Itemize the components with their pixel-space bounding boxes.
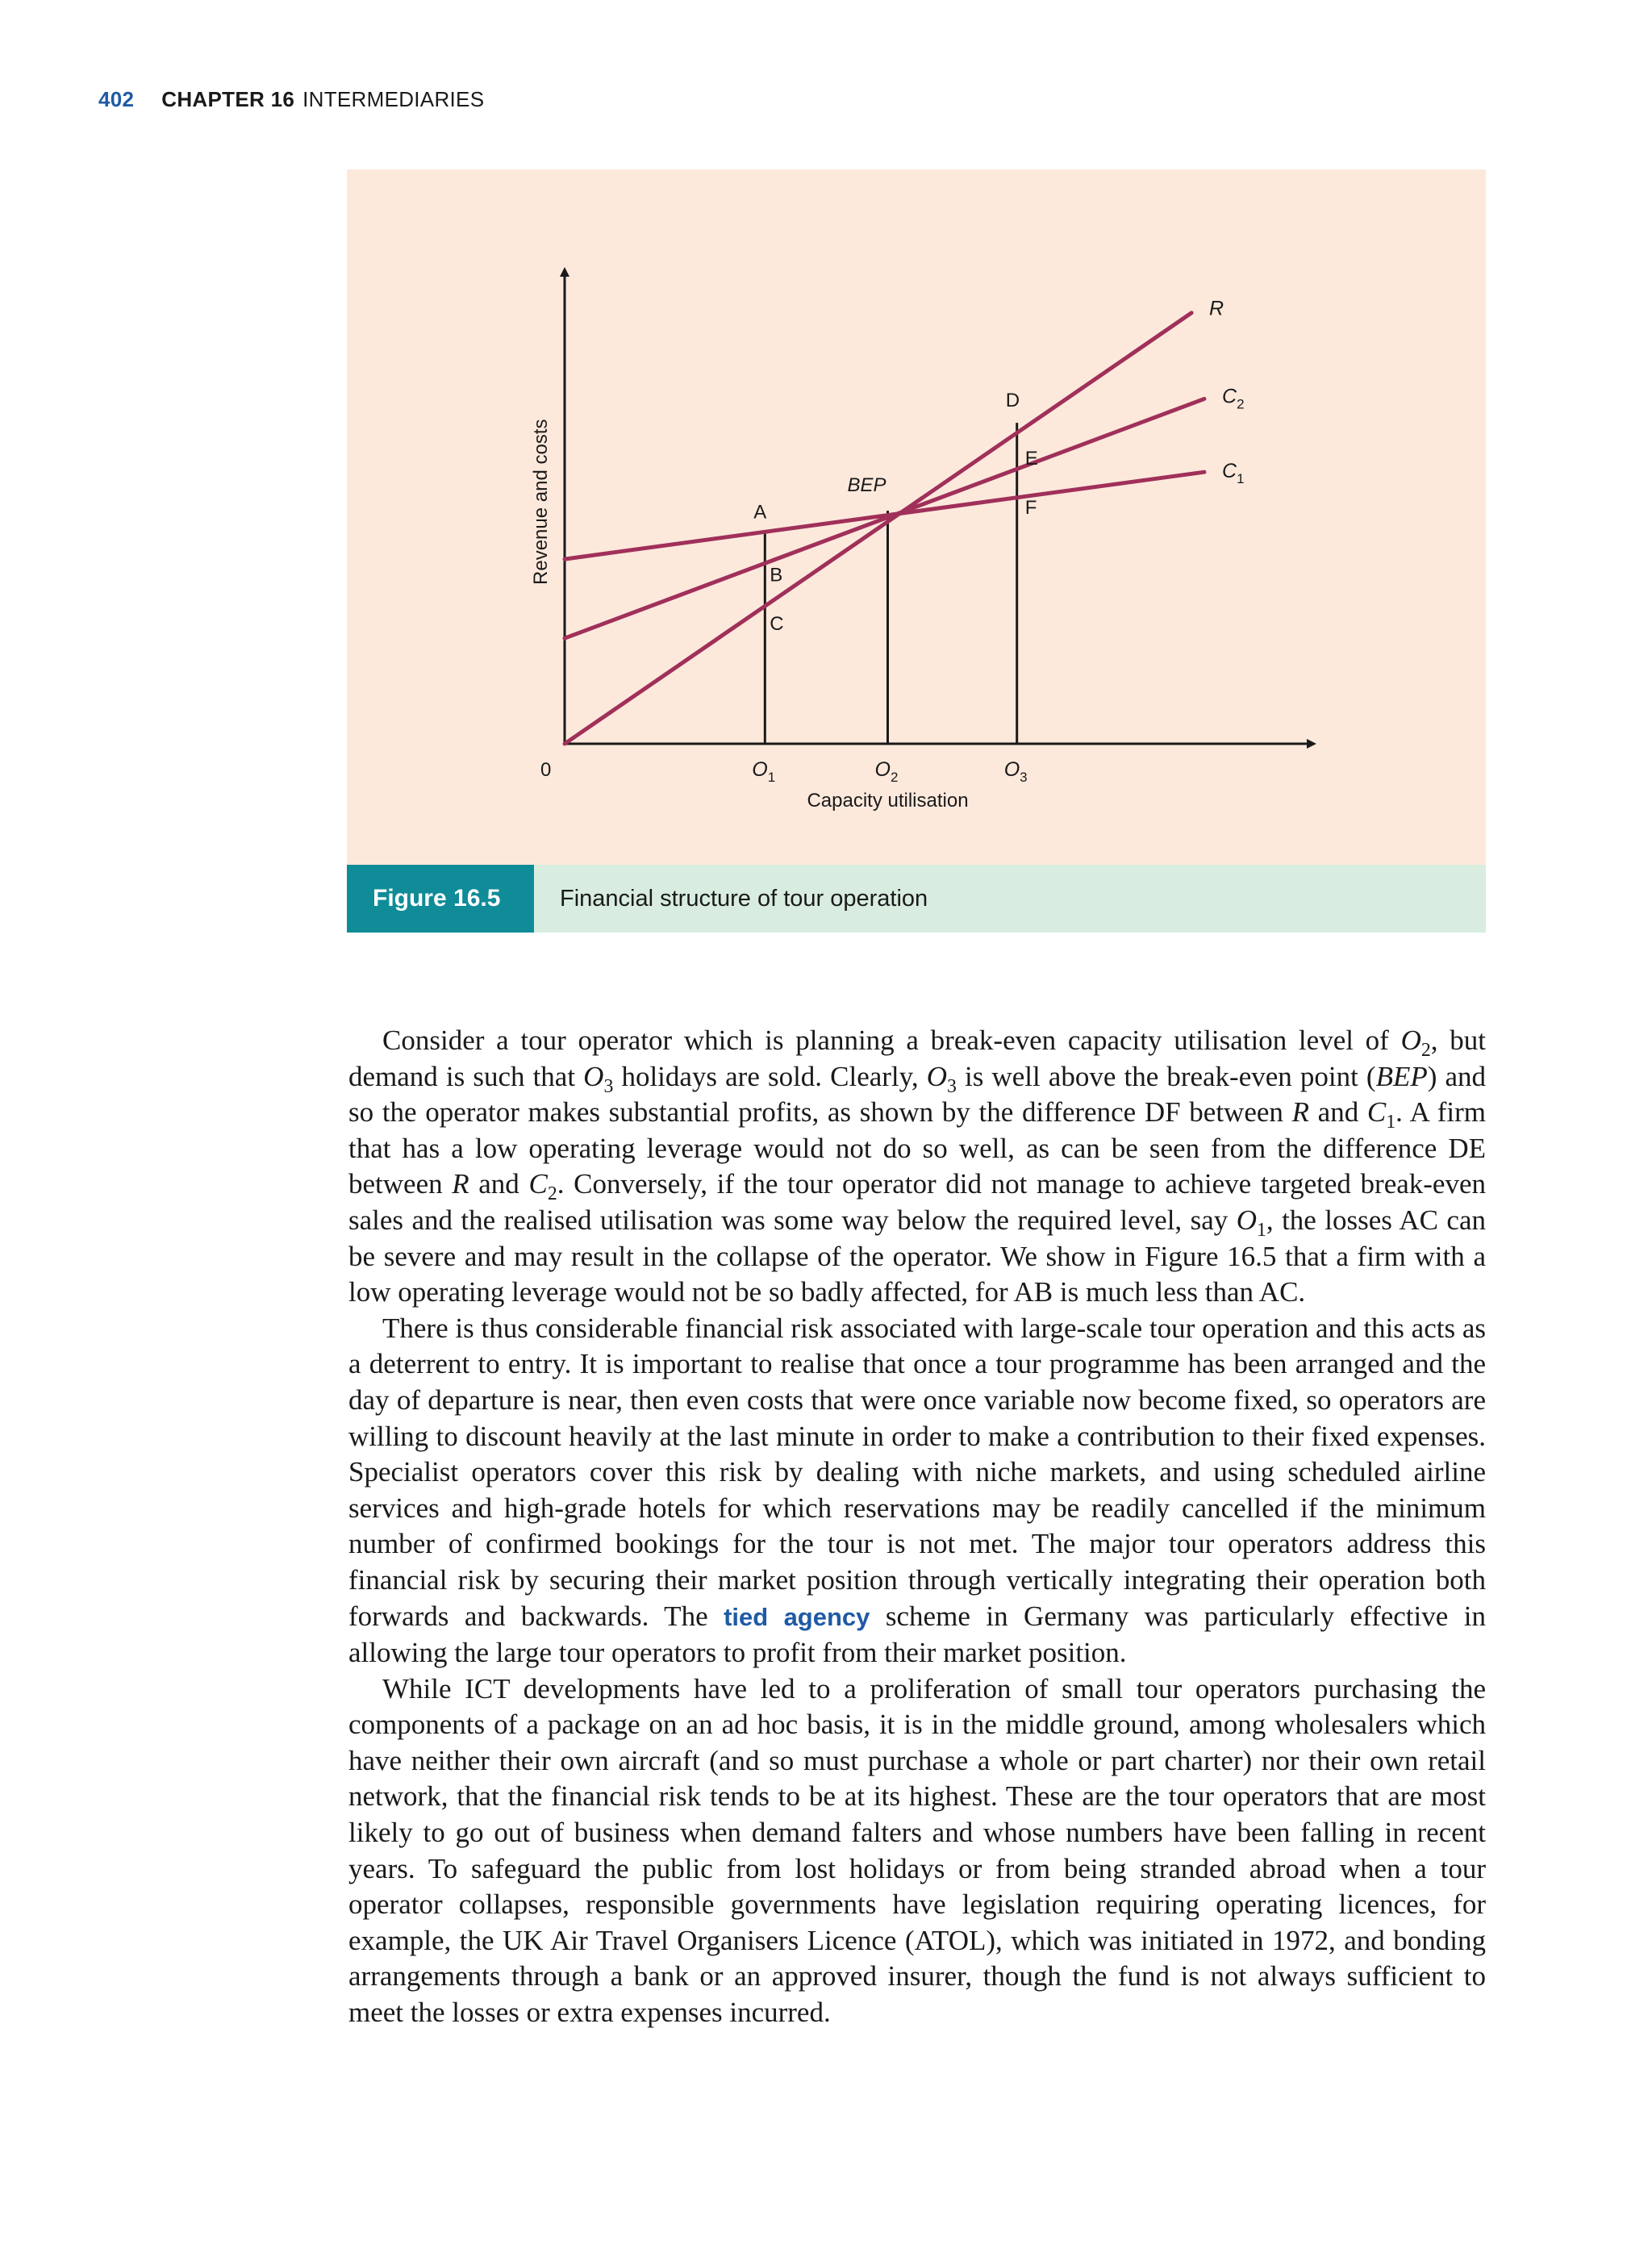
x-tick-o3: $O_3$ xyxy=(1003,758,1028,785)
point-label-c: C xyxy=(770,613,784,636)
figure-background xyxy=(347,169,1486,865)
paragraph: While ICT developments have led to a proliferation of small tour operators purchasing the components of a package on an ad hoc basis, it is in the middle ground, among wholesalers which have neither their own aircraft (and so must purchase a whole or part charter) nor their own retail network, that the financial risk tends to be at its highest. These are the tour operators that are most likely to go out of business when demand falters and whose numbers have been falling in recent years. To safeguard the public from lost holidays or from being stranded abroad when a tour operator collapses, responsible governments have legislation requiring operating licences, for example, the UK Air Travel Organisers Licence (ATOL), which was initiated in 1972, and bonding arrangements through a bank or an approved insurer, though the fund is not always sufficient to meet the losses or extra expenses incurred. xyxy=(348,1672,1486,2029)
x-tick-o2: $O_2$ xyxy=(874,758,899,785)
paragraph: Consider a tour operator which is planning a break-even capacity utilisation level of $O_2$, but demand is such that $O_3$ holidays are sold. Clearly, $O_3$ is well above the break-even point (BEP) and so the operator makes substantial profits, as shown by the difference DF between R and $C_1$. A firm that has a low operating leverage would not do so well, as can be seen from the difference DE between R and $C_2$. Conversely, if the tour operator did not manage to achieve targeted break-even sales and the realised utilisation was some way below the required level, say $O_1$, the losses AC can be severe and may result in the collapse of the operator. We show in Figure 16.5 that a firm with a low operating leverage would not be so badly affected, for AB is much less than AC. xyxy=(348,1024,1486,1308)
break-even-chart xyxy=(347,169,1486,865)
line-label-r: R xyxy=(1208,297,1224,320)
chapter-title: INTERMEDIARIES xyxy=(302,87,485,111)
point-label-d: D xyxy=(1005,390,1020,412)
line-label-c2: $C_2$ xyxy=(1222,385,1245,412)
figure xyxy=(347,169,1486,933)
point-label-a: A xyxy=(753,501,767,524)
x-tick-o1: $O_1$ xyxy=(752,758,776,785)
paragraph: There is thus considerable financial risk associated with large-scale tour operation and this acts as a deterrent to entry. It is important to realise that once a tour programme has been arranged and the day of departure is near, then even costs that were once variable now become fixed, so operators are willing to discount heavily at the last minute in order to make a contribution to their fixed expenses. Specialist operators cover this risk by dealing with niche markets, and using scheduled airline services and high-grade hotels for which reservations may be readily cancelled if the minimum number of confirmed bookings for the tour is not met. The major tour operators address this financial risk by securing their market position through vertically integrating their operation both forwards and backwards. The tied agency scheme in Germany was particularly effective in allowing the large tour operators to profit from their market position. xyxy=(348,1312,1486,1669)
body-text xyxy=(348,1023,1486,2031)
line-label-c1: $C_1$ xyxy=(1222,460,1245,487)
x-axis-title: Capacity utilisation xyxy=(807,790,969,812)
page-number: 402 xyxy=(98,87,135,111)
figure-caption: Financial structure of tour operation xyxy=(560,885,928,912)
point-label-b: B xyxy=(770,564,783,586)
keyword-tied-agency[interactable]: tied agency xyxy=(724,1602,870,1631)
y-axis-title: Revenue and costs xyxy=(530,419,552,585)
figure-caption-bar xyxy=(347,865,1486,933)
origin-label: 0 xyxy=(540,759,552,781)
point-label-e: E xyxy=(1024,448,1038,470)
point-label-bep: BEP xyxy=(847,474,886,497)
point-label-f: F xyxy=(1024,496,1037,519)
running-head xyxy=(98,87,484,112)
figure-label: Figure 16.5 xyxy=(347,865,534,933)
chapter-number: CHAPTER 16 xyxy=(161,87,295,111)
